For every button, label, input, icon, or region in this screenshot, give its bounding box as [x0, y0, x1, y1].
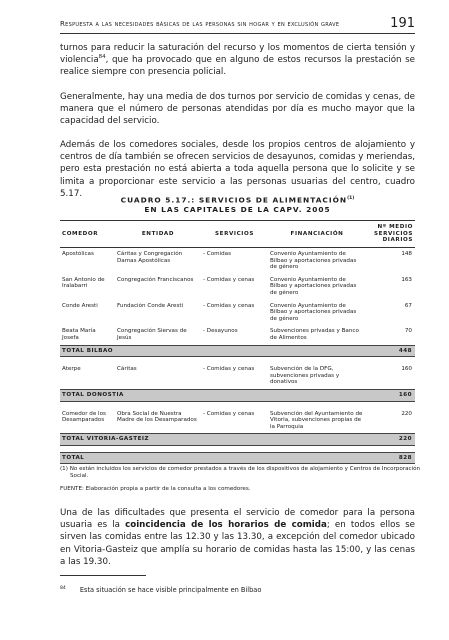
cell-financiacion: Subvenciones privadas y Banco de Alimentos — [270, 328, 359, 341]
total-label: TOTAL — [60, 452, 366, 464]
table-note: (1) No están incluidos los servicios de comedor prestados a través de los dispositivos de alojamiento y Centros de Incorporación Social. — [60, 466, 421, 479]
food-services-table — [60, 220, 415, 464]
paragraph-4-text-a: Una de las dificultades que presenta el servicio de comedor para la persona usuaria es la — [60, 508, 415, 531]
cell-servicios: - Comidas — [203, 251, 232, 257]
cell-comedor: Comedor de los Desamparados — [62, 410, 106, 424]
total-value: 828 — [366, 452, 415, 464]
cell-comedor: Aterpe — [62, 366, 81, 373]
cell-entidad: Cáritas y Congregación Damas Apostólicas — [117, 251, 183, 264]
cell-entidad: Cáritas — [117, 366, 137, 373]
cell-numero: 67 — [404, 302, 412, 309]
table-row — [60, 408, 415, 434]
paragraph-3 — [60, 139, 415, 200]
paragraph-4 — [60, 507, 415, 568]
cell-numero: 220 — [401, 410, 412, 417]
header-financiacion: FINANCIACIÓN — [268, 221, 366, 248]
total-row-donostia — [60, 389, 415, 401]
cell-servicios: - Desayunos — [203, 328, 238, 335]
cell-entidad: Obra Social de Nuestra Madre de los Desamparados — [117, 410, 197, 424]
cell-comedor: San Antonio de Iralabarri — [62, 276, 105, 290]
table-spacer — [60, 445, 415, 452]
total-row-vitoria — [60, 434, 415, 446]
table-header-row — [60, 221, 415, 248]
total-row-grand — [60, 452, 415, 464]
cell-financiacion: Convenio Ayuntamiento de Bilbao y aportaciones privadas de género — [270, 251, 357, 271]
total-label: TOTAL DONOSTIA — [60, 389, 366, 401]
table-row — [60, 300, 415, 326]
paragraph-2 — [60, 91, 415, 128]
cell-numero: 70 — [404, 328, 412, 335]
cell-numero: 163 — [401, 276, 412, 283]
total-value: 448 — [366, 345, 415, 357]
cell-financiacion: Subvención del Ayuntamiento de Vitoria, subvenciones propias de la Parroquia — [270, 410, 363, 430]
paragraph-1-text-b: , que ha provocado que en alguno de estos recursos la prestación se realice siempre con presencia policial. — [60, 55, 415, 78]
table-caption-line2: EN LAS CAPITALES DE LA CAPV. 2005 — [144, 205, 331, 215]
footnote-84 — [60, 586, 261, 594]
table-row — [60, 248, 415, 274]
paragraph-1 — [60, 42, 415, 79]
header-rule — [60, 33, 415, 34]
running-header: Respuesta a las necesidades básicas de las personas sin hogar y en exclusión grave — [60, 20, 340, 28]
table-row — [60, 274, 415, 300]
paragraph-4-text-b: ; en todos ellos se sirven las comidas entre las 12.30 y las 13.30, a excepción del comedor ubicado en Vitoria-Gasteiz que amplía su horario de comidas hasta las 15:00, y las cenas a las 19.30. — [60, 520, 415, 567]
cell-numero: 148 — [401, 251, 412, 257]
paragraph-2-text: Generalmente, hay una media de dos turnos por servicio de comidas y cenas, de manera que el número de personas atendidas por día es mucho mayor que la capacidad del servicio. — [60, 92, 415, 127]
cell-entidad: Congregación Siervas de Jesús — [117, 328, 187, 341]
cell-servicios: - Comidas y cenas — [203, 366, 255, 373]
paragraph-1-text-a: turnos para reducir la saturación del recurso y los momentos de cierta tensión y violencia — [60, 43, 415, 66]
table-row — [60, 363, 415, 389]
footnote-number: 84 — [60, 586, 66, 591]
table-caption-line1: CUADRO 5.17.: SERVICIOS DE ALIMENTACIÓN — [120, 195, 348, 205]
table-caption-ref: (1) — [347, 196, 355, 201]
cell-servicios: - Comidas y cenas — [203, 302, 255, 309]
header-numero: Nº MEDIO SERVICIOS DIARIOS — [366, 221, 415, 248]
cell-servicios: - Comidas y cenas — [203, 410, 255, 417]
cell-comedor: Conde Aresti — [62, 302, 98, 309]
footnote-rule — [60, 575, 146, 576]
header-comedor: COMEDOR — [60, 221, 115, 248]
cell-numero: 160 — [401, 366, 412, 373]
total-value: 160 — [366, 389, 415, 401]
header-entidad: ENTIDAD — [115, 221, 201, 248]
total-value: 220 — [366, 434, 415, 446]
total-label: TOTAL BILBAO — [60, 345, 366, 357]
total-row-bilbao — [60, 345, 415, 357]
paragraph-3-text: Además de los comedores sociales, desde los propios centros de alojamiento y centros de día también se ofrecen servicios de desayunos, comidas y meriendas, pero esta prestación no está abierta a toda aquella persona que lo solicite y se limita a proporcionar este servicio a las personas usuarias del centro, cuadro 5.17. — [60, 140, 415, 199]
footnote-text: Esta situación se hace visible principalmente en Bilbao — [79, 586, 262, 594]
cell-comedor: Apostólicas — [62, 251, 94, 257]
table-source: FUENTE: Elaboración propia a partir de la consulta a los comedores. — [60, 486, 251, 492]
paragraph-4-emphasis: coincidencia de los horarios de comida — [125, 520, 327, 531]
page-number: 191 — [390, 16, 415, 31]
total-label: TOTAL VITORIA-GASTEIZ — [60, 434, 366, 446]
header-servicios: SERVICIOS — [201, 221, 268, 248]
cell-financiacion: Convenio Ayuntamiento de Bilbao y aportaciones privadas de género — [270, 302, 357, 322]
cell-servicios: - Comidas y cenas — [203, 276, 255, 283]
cell-financiacion: Subvención de la DFG, subvenciones privadas y donativos — [270, 366, 340, 386]
table-caption — [60, 194, 415, 215]
table-row — [60, 325, 415, 345]
cell-financiacion: Convenio Ayuntamiento de Bilbao y aportaciones privadas de género — [270, 276, 357, 296]
cell-entidad: Fundación Conde Aresti — [117, 302, 184, 309]
footnote-ref-84[interactable]: 84 — [98, 54, 106, 61]
cell-entidad: Congregación Franciscanos — [117, 276, 194, 283]
cell-comedor: Beata María Josefa — [62, 328, 96, 341]
